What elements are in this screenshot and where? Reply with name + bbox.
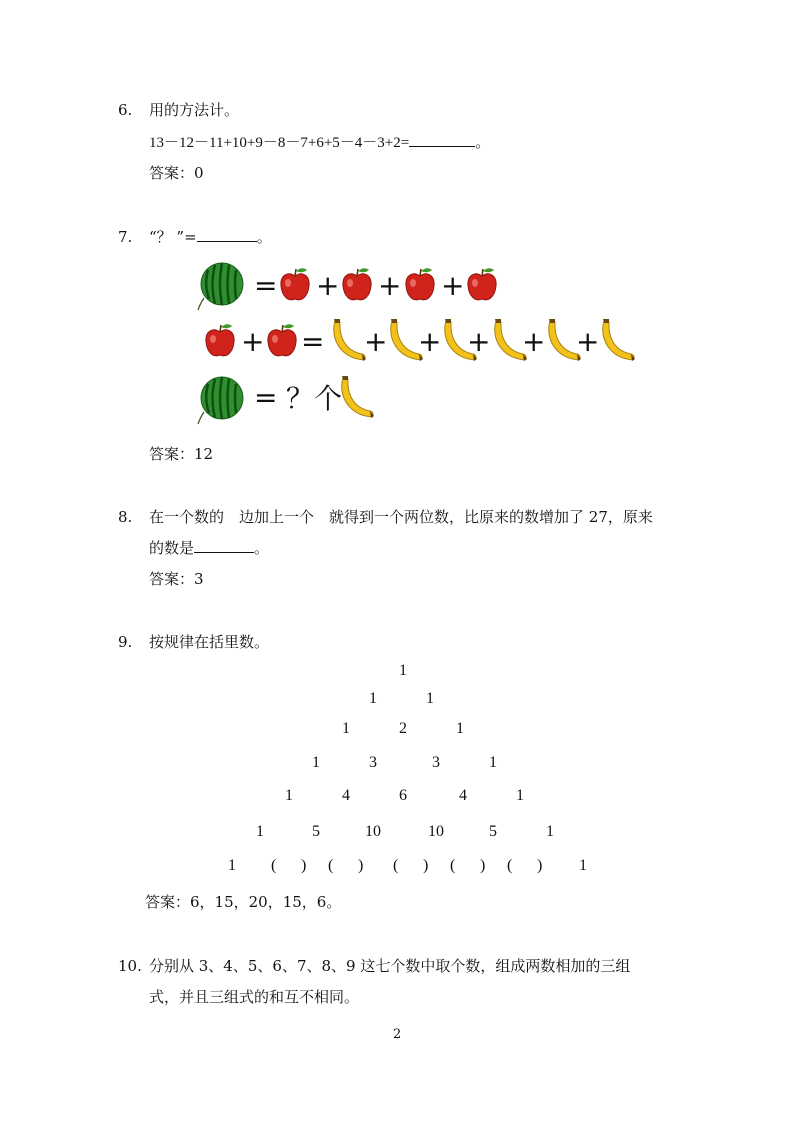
equals-sign: = [254, 269, 278, 302]
triangle-number: 1 [399, 662, 407, 679]
watermelon-icon [196, 374, 248, 426]
triangle-number: 1 [489, 754, 497, 771]
q9-title: 按规律在括里数。 [149, 633, 270, 651]
q7-title-line [149, 227, 272, 247]
q6-title: 用的方法计。 [149, 101, 240, 119]
apple-icon [203, 322, 237, 360]
q8-period: 。 [254, 539, 270, 557]
q9-number: 9. [118, 633, 133, 651]
triangle-last-last: 1 [579, 857, 587, 874]
triangle-number: 5 [312, 823, 320, 840]
paren-close: ) [537, 857, 543, 874]
q8-line2-text: 的数是 [149, 539, 195, 557]
q7-number: 7. [118, 228, 133, 246]
triangle-number: 1 [312, 754, 320, 771]
triangle-number: 10 [365, 823, 381, 840]
plus-sign: + [576, 325, 600, 358]
paren-open: ( [328, 857, 334, 874]
plus-sign: + [467, 325, 491, 358]
q8-answer: 答案：3 [149, 570, 204, 588]
apple-icon [265, 322, 299, 360]
paren-open: ( [393, 857, 399, 874]
apple-icon [465, 266, 499, 304]
triangle-number: 1 [546, 823, 554, 840]
q7-title: “？ ”= [149, 228, 197, 246]
q8-answer-blank [194, 539, 254, 553]
plus-sign: + [441, 269, 465, 302]
q6-expression: 13－12－11+10+9－8－7+6+5－4－3+2= [149, 135, 410, 151]
triangle-number: 1 [456, 720, 464, 737]
q6-expression-line [149, 133, 490, 153]
paren-close: ) [301, 857, 307, 874]
paren-close: ) [423, 857, 429, 874]
q9-answer: 答案：6，15，20，15，6。 [145, 893, 342, 911]
q6-answer: 答案：0 [149, 164, 204, 182]
plus-sign: + [364, 325, 388, 358]
triangle-number: 10 [428, 823, 444, 840]
plus-sign: + [522, 325, 546, 358]
triangle-number: 1 [426, 690, 434, 707]
triangle-number: 1 [285, 787, 293, 804]
triangle-number: 4 [459, 787, 467, 804]
plus-sign: + [378, 269, 402, 302]
triangle-number: 1 [256, 823, 264, 840]
triangle-number: 3 [432, 754, 440, 771]
watermelon-icon [196, 260, 248, 312]
paren-open: ( [450, 857, 456, 874]
paren-open: ( [271, 857, 277, 874]
triangle-number: 1 [369, 690, 377, 707]
question-count: ？个 [286, 382, 343, 415]
plus-sign: + [418, 325, 442, 358]
q10-line1: 分别从 3、4、5、6、7、8、9 这七个数中取个数，组成两数相加的三组 [149, 957, 631, 975]
apple-icon [340, 266, 374, 304]
q7-answer-blank [197, 228, 257, 242]
triangle-number: 1 [516, 787, 524, 804]
apple-icon [278, 266, 312, 304]
triangle-last-first: 1 [228, 857, 236, 874]
q6-number: 6. [118, 101, 133, 119]
paren-close: ) [480, 857, 486, 874]
equals-sign: = [301, 325, 325, 358]
triangle-number: 6 [399, 787, 407, 804]
banana-icon [336, 375, 376, 421]
equals-sign: = [254, 381, 278, 414]
paren-open: ( [507, 857, 513, 874]
q10-line2: 式，并且三组式的和互不相同。 [149, 988, 360, 1006]
triangle-number: 1 [342, 720, 350, 737]
q10-number: 10. [118, 957, 142, 975]
paren-close: ) [358, 857, 364, 874]
plus-sign: + [241, 325, 265, 358]
q6-answer-blank [409, 133, 475, 147]
apple-icon [403, 266, 437, 304]
triangle-number: 3 [369, 754, 377, 771]
banana-icon [597, 318, 637, 364]
q8-number: 8. [118, 508, 133, 526]
page-number: 2 [393, 1027, 402, 1042]
q7-answer: 答案：12 [149, 445, 214, 463]
banana-icon [328, 318, 368, 364]
triangle-number: 4 [342, 787, 350, 804]
triangle-number: 2 [399, 720, 407, 737]
triangle-number: 5 [489, 823, 497, 840]
q6-period: 。 [475, 135, 491, 151]
q8-line2 [149, 538, 269, 558]
q8-line1: 在一个数的 边加上一个 就得到一个两位数，比原来的数增加了 27，原来 [149, 508, 653, 526]
q7-period: 。 [256, 228, 272, 246]
plus-sign: + [316, 269, 340, 302]
